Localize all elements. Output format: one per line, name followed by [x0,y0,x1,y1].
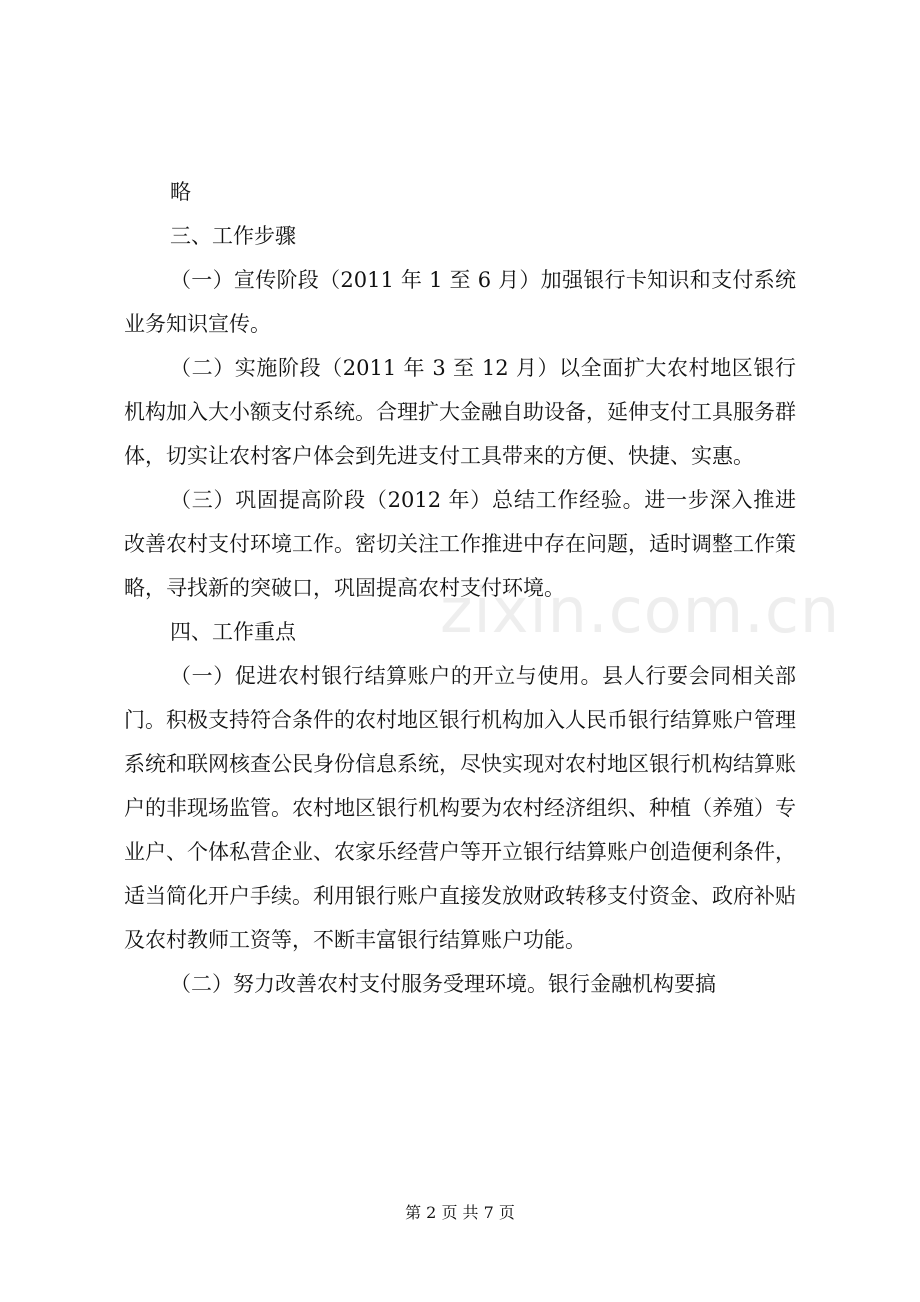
page-footer: 第 2 页 共 7 页 [405,1203,515,1222]
paragraph-implementation-stage: （二）实施阶段（2011 年 3 至 12 月）以全面扩大农村地区银行机构加入大小额支付系统。合理扩大金融自助设备，延伸支付工具服务群体，切实让农村客户体会到先进支付工具带来的方便、快捷、实惠。 [124,356,796,468]
paragraph-publicity-stage: （一）宣传阶段（2011 年 1 至 6 月）加强银行卡知识和支付系统业务知识宣传。 [124,268,796,336]
watermark-text: zixin.com.cn [440,574,841,647]
paragraph-consolidation-stage: （三）巩固提高阶段（2012 年）总结工作经验。进一步深入推进改善农村支付环境工作。密切关注工作推进中存在问题，适时调整工作策略，寻找新的突破口，巩固提高农村支付环境。 [124,488,796,600]
paragraph-settlement-accounts: （一）促进农村银行结算账户的开立与使用。县人行要会同相关部门。积极支持符合条件的农村地区银行机构加入人民币银行结算账户管理系统和联网核查公民身份信息系统，尽快实现对农村地区银行机构结算账户的非现场监管。农村地区银行机构要为农村经济组织、种植（养殖）专业户、个体私营企业、农家乐经营户等开立银行结算账户创造便利条件，适当简化开户手续。利用银行账户直接发放财政转移支付资金、政府补贴及农村教师工资等，不断丰富银行结算账户功能。 [124,664,796,952]
paragraph-payment-environment: （二）努力改善农村支付服务受理环境。银行金融机构要搞 [170,972,716,996]
text-fragment-continuation: 略 [170,180,191,204]
document-body [124,170,796,1006]
section-heading-key-points: 四、工作重点 [170,620,296,644]
section-heading-steps: 三、工作步骤 [170,224,296,248]
